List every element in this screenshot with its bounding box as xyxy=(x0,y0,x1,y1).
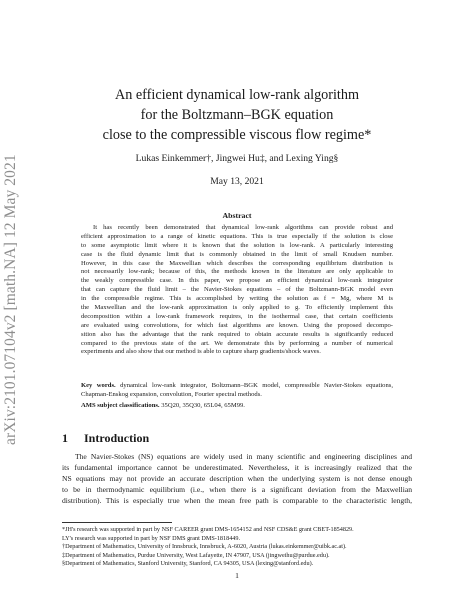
abstract-line: the weakly compressible case. In this paper, we propose an efficient dynamical low-rank integrator xyxy=(81,277,393,285)
footnote-affiliation: ‡Department of Mathematics, Purdue University, West Lafayette, IN 47907, USA (jingweihu@purdue.edu). xyxy=(62,551,330,559)
page-number: 1 xyxy=(235,571,239,580)
footnotes xyxy=(62,526,412,569)
abstract-line: that can capture the fluid limit – the Navier-Stokes equations – of the Boltzmann-BGK model even xyxy=(81,286,393,294)
keywords-line-1 xyxy=(81,382,393,391)
abstract-line: to some asymptotic limit where it is known that the solution is low-rank. A particularly interesting xyxy=(81,241,393,249)
abstract-line: decomposition within a low-rank framework requires, in the isothermal case, that certain coefficients xyxy=(81,312,393,320)
footnote-funding: *JH's research was supported in part by NSF CAREER grant DMS-1654152 and NSF CDS&E grant CBET-1854829. xyxy=(62,526,354,533)
footnote-affiliation: †Department of Mathematics, University of Innsbruck, Innsbruck, A-6020, Austria (lukas.einkemmer@uibk.ac.at). xyxy=(62,543,347,551)
keywords-text-1: dynamical low-rank integrator, Boltzmann–BGK model, compressible Navier-Stokes equations, xyxy=(120,382,393,389)
abstract-line: the Maxwellian and the low-rank approximation is only applied to g. To efficiently implement this xyxy=(81,304,393,312)
abstract-line: efficient approximation to a range of kinetic equations. This is true especially if the solution is close xyxy=(81,232,393,240)
body-line: its fundamental importance cannot be underestimated. Nevertheless, it is increasingly realized that the xyxy=(62,463,412,472)
arxiv-identifier: arXiv:2101.07104v2 [math.NA] 12 May 2021 xyxy=(2,154,19,446)
body-line: to be in thermodynamic equilibrium (i.e., when there is a significant deviation from the Maxwellian xyxy=(62,485,412,494)
ams-value: 35Q20, 35Q30, 65L04, 65M99. xyxy=(161,402,245,409)
abstract-line: It has recently been demonstrated that dynamical low-rank algorithms can provide robust and xyxy=(93,224,393,231)
body-line: distribution). This is especially true when the mean free path is comparable to the characteristic length, xyxy=(62,496,412,505)
abstract-line: case is the fluid dynamic limit that is commonly obtained in the limit of small Knudsen number. xyxy=(81,250,393,258)
footnote-funding-2: LY's research was supported in part by NSF DMS grant DMS-1818449. xyxy=(62,534,241,542)
abstract-line: are evaluated using convolutions, for which fast algorithms are known. Using the proposed decompo- xyxy=(81,321,393,329)
abstract-heading: Abstract xyxy=(222,211,252,220)
footnote-divider xyxy=(62,522,172,523)
paper-title xyxy=(70,85,404,145)
abstract-line: experiments and also show that our method is able to capture sharp gradients/shock waves. xyxy=(81,348,321,356)
keywords xyxy=(81,382,393,400)
ams-classifications xyxy=(81,402,393,409)
abstract-line: not necessarily low-rank; because of this, the methods known in the literature are only applicable to xyxy=(81,268,393,276)
abstract-line: sition also has the advantage that the rank required to obtain accurate results is significantly reduced xyxy=(81,330,393,338)
introduction-body xyxy=(62,451,412,506)
title-line-2: for the Boltzmann–BGK equation xyxy=(140,107,334,123)
section-heading xyxy=(62,431,149,446)
keywords-line-2: Chapman-Enskog expansion, convolution, Fourier spectral methods. xyxy=(81,390,262,398)
section-number: 1 xyxy=(62,431,68,445)
ams-label: AMS subject classifications. xyxy=(81,402,160,409)
title-line-1: An efficient dynamical low-rank algorithm xyxy=(115,87,359,103)
abstract-line: in the compressible regime. This is accomplished by writing the solution as f = Mg, where M is xyxy=(81,295,393,303)
keywords-label: Key words. xyxy=(81,382,116,389)
body-line: The Navier-Stokes (NS) equations are widely used in many scientific and engineering disciplines and xyxy=(75,452,412,461)
publication-date: May 13, 2021 xyxy=(210,176,264,187)
abstract-body xyxy=(81,224,393,357)
body-line: NS equations may not provide an accurate description when the underlying system is not dense enough xyxy=(62,474,412,483)
footnote-affiliation: §Department of Mathematics, Stanford University, Stanford, CA 94305, USA (lexing@stanford.edu). xyxy=(62,560,314,568)
title-line-3: close to the compressible viscous flow regime* xyxy=(102,127,372,143)
abstract-line: compared to the previous state of the art. We demonstrate this by performing a number of numerical xyxy=(81,339,393,347)
section-title: Introduction xyxy=(84,431,150,445)
author-list: Lukas Einkemmer†, Jingwei Hu‡, and Lexing Ying§ xyxy=(135,153,339,164)
abstract-line: However, in this case the Maxwellian which describes the corresponding equilibrium distribution is xyxy=(81,259,393,267)
